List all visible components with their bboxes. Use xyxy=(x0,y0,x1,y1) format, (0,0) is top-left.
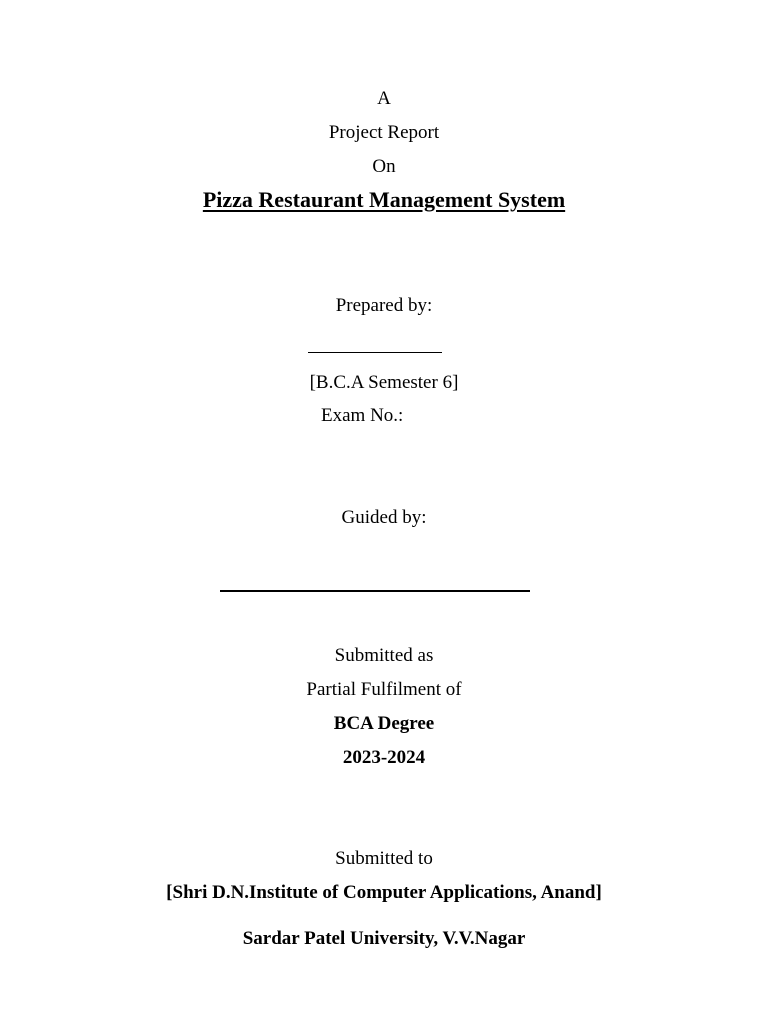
submitted-to-label: Submitted to xyxy=(335,848,433,869)
guided-by-label: Guided by: xyxy=(341,507,427,528)
institute-name: [Shri D.N.Institute of Computer Applications, Anand] xyxy=(166,882,602,903)
degree-label: BCA Degree xyxy=(333,713,435,734)
preposition-on: On xyxy=(372,156,396,177)
student-name-blank xyxy=(308,352,442,353)
report-type: Project Report xyxy=(328,122,440,143)
semester-label: [B.C.A Semester 6] xyxy=(309,372,459,393)
submitted-as-label: Submitted as xyxy=(334,645,434,666)
article-a: A xyxy=(377,88,391,109)
partial-fulfilment-label: Partial Fulfilment of xyxy=(306,679,462,700)
prepared-by-label: Prepared by: xyxy=(335,295,433,316)
academic-year: 2023-2024 xyxy=(342,747,426,768)
university-name: Sardar Patel University, V.V.Nagar xyxy=(242,928,526,949)
exam-no-label: Exam No.: xyxy=(321,405,404,426)
project-title: Pizza Restaurant Management System xyxy=(202,187,566,212)
guide-name-blank xyxy=(220,590,530,592)
